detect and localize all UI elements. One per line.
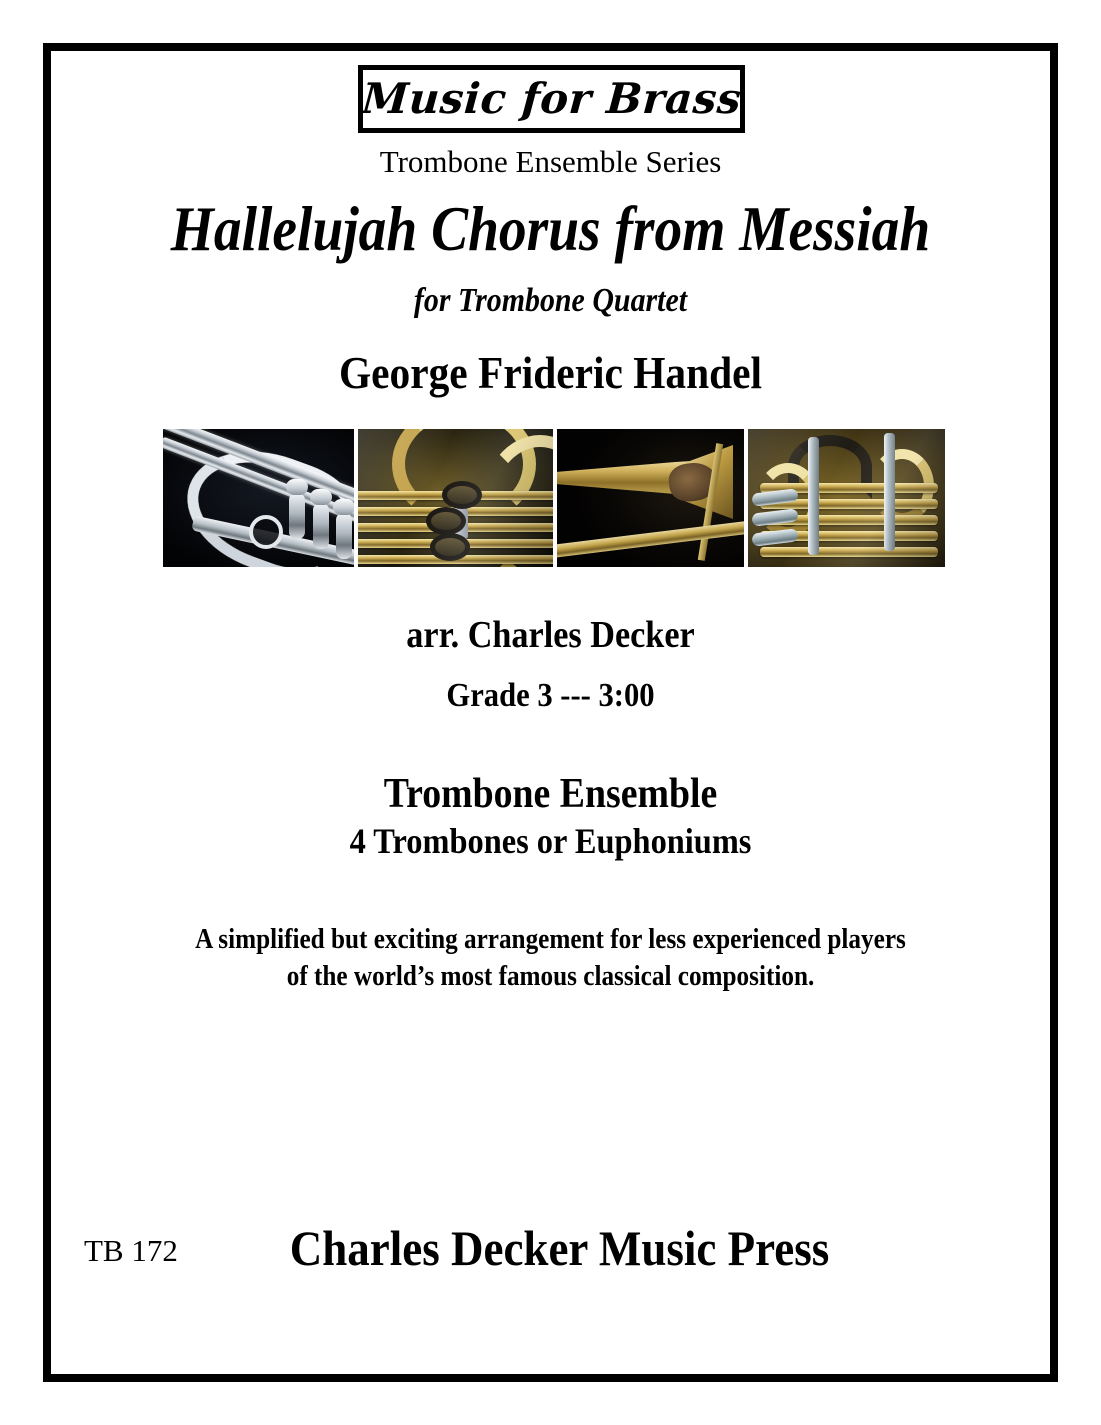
french-horn-photo-sheen — [358, 429, 553, 567]
euphonium-photo-sheen — [748, 429, 945, 567]
description-line-2: of the world’s most famous classical composition. — [286, 960, 815, 992]
trumpet-valve-cap-3-shape — [333, 499, 354, 515]
cover-content — [51, 51, 1050, 1374]
trumpet-valve-cap-2-shape — [310, 489, 332, 505]
music-for-brass-logo-box — [358, 65, 745, 133]
instrument-photo-strip — [163, 429, 945, 567]
work-subtitle: for Trombone Quartet — [413, 282, 688, 319]
trumpet-valve-2-shape — [313, 503, 329, 549]
publisher-name: Charles Decker Music Press — [289, 1220, 830, 1276]
composer-name: George Frideric Handel — [338, 347, 763, 398]
catalog-number: TB 172 — [84, 1233, 178, 1268]
brand-name: Music for Brass — [360, 74, 743, 123]
french-horn-photo — [358, 429, 553, 567]
trombone-photo — [557, 429, 744, 567]
grade-and-duration: Grade 3 --- 3:00 — [446, 677, 655, 714]
trumpet-valve-3-shape — [336, 513, 352, 559]
description-line-1: A simplified but exciting arrangement for less experienced players — [195, 924, 906, 955]
euphonium-photo — [748, 429, 945, 567]
instrumentation: 4 Trombones or Euphoniums — [349, 821, 752, 861]
work-title: Hallelujah Chorus from Messiah — [170, 194, 931, 264]
series-name: Trombone Ensemble Series — [379, 144, 722, 179]
trumpet-water-key-ring-shape — [249, 515, 283, 549]
trumpet-photo — [163, 429, 354, 567]
ensemble-type: Trombone Ensemble — [383, 771, 718, 817]
trumpet-valve-1-shape — [289, 493, 305, 539]
arranger-credit: arr. Charles Decker — [406, 614, 695, 656]
description-text — [101, 922, 1000, 996]
trumpet-valve-cap-1-shape — [286, 479, 308, 495]
